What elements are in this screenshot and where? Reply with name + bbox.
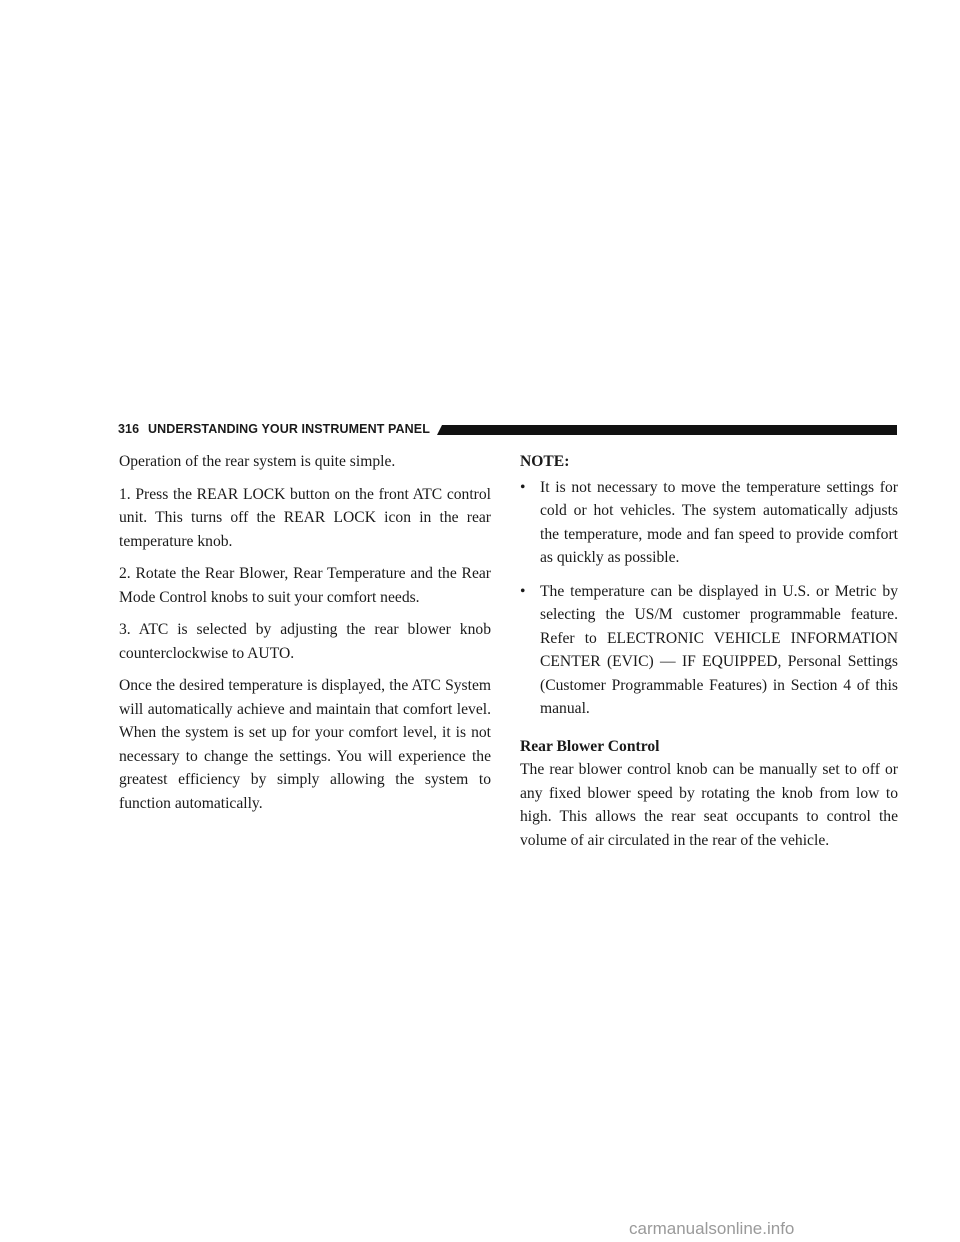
note-label: NOTE: <box>520 453 570 470</box>
page-number: 316 <box>118 422 140 436</box>
closing-paragraph: Once the desired temperature is displayed, the ATC System will automatically achieve and maintain that comfort level. When the system is set up for your comfort level, it is not necessary to change the settings. You will experience the greatest efficiency by simply allowing the system to function automatically. <box>119 677 491 812</box>
note-bullet-text: It is not necessary to move the temperature settings for cold or hot vehicles. The system automatically adjusts the temperature, mode and fan speed to provide comfort as quickly as possible. <box>540 478 898 566</box>
rear-blower-heading: Rear Blower Control <box>520 737 660 755</box>
watermark-text: carmanualsonline.info <box>629 1219 795 1238</box>
bullet-icon: • <box>520 478 526 496</box>
header-rule-bar <box>437 425 897 435</box>
bullet-icon: • <box>520 582 526 600</box>
step-3-paragraph: 3. ATC is selected by adjusting the rear blower knob counterclockwise to AUTO. <box>119 621 491 662</box>
intro-paragraph: Operation of the rear system is quite simple. <box>119 453 396 470</box>
note-bullet-list <box>520 476 898 721</box>
note-bullet-item <box>520 580 898 721</box>
right-column <box>520 450 898 861</box>
rear-blower-paragraph: The rear blower control knob can be manually set to off or any fixed blower speed by rotating the knob from low to high. This allows the rear seat occupants to control the volume of air circulated in the rear of the vehicle. <box>520 761 898 849</box>
step-1-paragraph: 1. Press the REAR LOCK button on the front ATC control unit. This turns off the REAR LOCK icon in the rear temperature knob. <box>119 485 491 550</box>
running-header <box>118 420 898 438</box>
step-2-paragraph: 2. Rotate the Rear Blower, Rear Temperature and the Rear Mode Control knobs to suit your comfort needs. <box>119 565 491 606</box>
note-bullet-text: The temperature can be displayed in U.S. or Metric by selecting the US/M customer programmable feature. Refer to ELECTRONIC VEHICLE INFORMATION CENTER (EVIC) — IF EQUIPPED, Personal Settings (Customer Programmable Features) in Section 4 of this manual. <box>540 582 898 717</box>
note-bullet-item <box>520 476 898 570</box>
left-column <box>119 450 491 824</box>
section-title: UNDERSTANDING YOUR INSTRUMENT PANEL <box>148 422 430 436</box>
